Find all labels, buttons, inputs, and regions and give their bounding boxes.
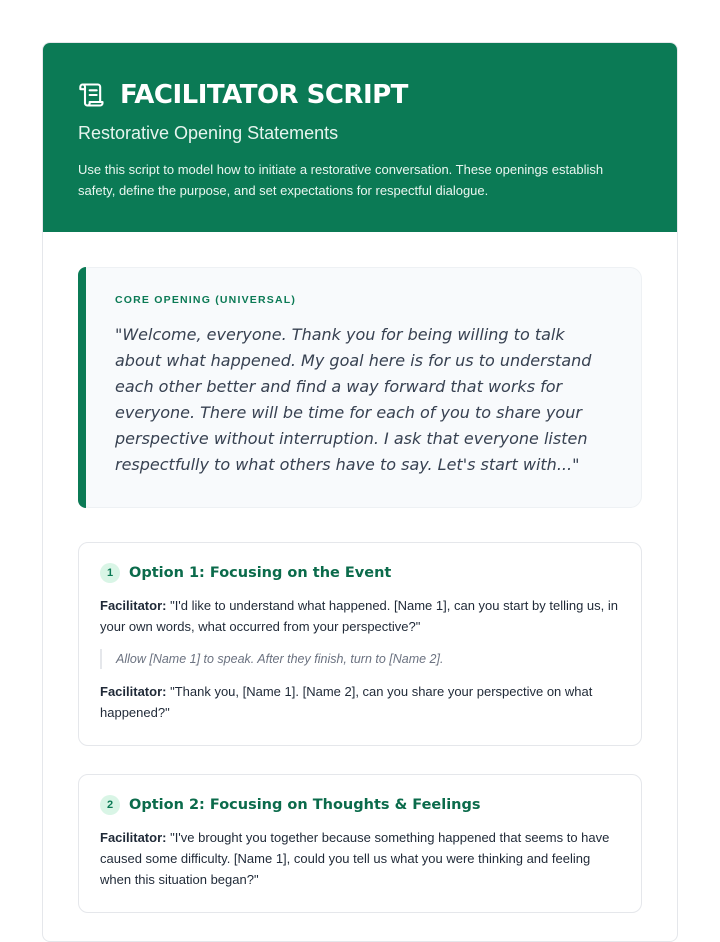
core-opening-label: CORE OPENING (UNIVERSAL) bbox=[115, 294, 297, 306]
facilitator-line bbox=[100, 827, 620, 890]
core-opening-box bbox=[78, 267, 642, 508]
line-text: "Thank you, [Name 1]. [Name 2], can you share your perspective on what happened?" bbox=[100, 684, 593, 720]
option-number-badge: 2 bbox=[100, 795, 120, 815]
intro-text: Use this script to model how to initiate a restorative conversation. These openings establish safety, define the purpose, and set expectations for respectful dialogue. bbox=[78, 162, 604, 198]
speaker-label: Facilitator: bbox=[100, 684, 167, 699]
facilitator-line bbox=[100, 595, 620, 637]
script-card bbox=[42, 42, 678, 942]
option-header bbox=[100, 795, 620, 815]
speaker-label: Facilitator: bbox=[100, 598, 167, 613]
option-header bbox=[100, 563, 620, 583]
option-card-2 bbox=[78, 774, 642, 913]
core-opening-quote: "Welcome, everyone. Thank you for being willing to talk about what happened. My goal here is for us to understand each other better and find a way forward that works for everyone. There will be time for each of you to share your perspective without interruption. I ask that everyone listen respectfully to what others have to say. Let's start with..." bbox=[115, 325, 592, 474]
scroll-icon bbox=[78, 81, 106, 109]
title-row bbox=[78, 79, 642, 111]
option-title: Option 2: Focusing on Thoughts & Feelings bbox=[129, 797, 481, 813]
facilitator-line bbox=[100, 681, 620, 723]
speaker-label: Facilitator: bbox=[100, 830, 167, 845]
stage-direction: Allow [Name 1] to speak. After they finish, turn to [Name 2]. bbox=[100, 649, 620, 669]
line-text: "I'd like to understand what happened. [Name 1], can you start by telling us, in your own words, what occurred from your perspective?" bbox=[100, 598, 618, 634]
script-body bbox=[43, 232, 677, 913]
option-card-1 bbox=[78, 542, 642, 746]
page-subtitle: Restorative Opening Statements bbox=[78, 123, 339, 143]
page-title: FACILITATOR SCRIPT bbox=[120, 80, 408, 110]
option-number-badge: 1 bbox=[100, 563, 120, 583]
header bbox=[43, 43, 677, 232]
option-title: Option 1: Focusing on the Event bbox=[129, 565, 392, 581]
line-text: "I've brought you together because something happened that seems to have caused some difficulty. [Name 1], could you tell us what you were thinking and feeling when this situation began?" bbox=[100, 830, 610, 887]
